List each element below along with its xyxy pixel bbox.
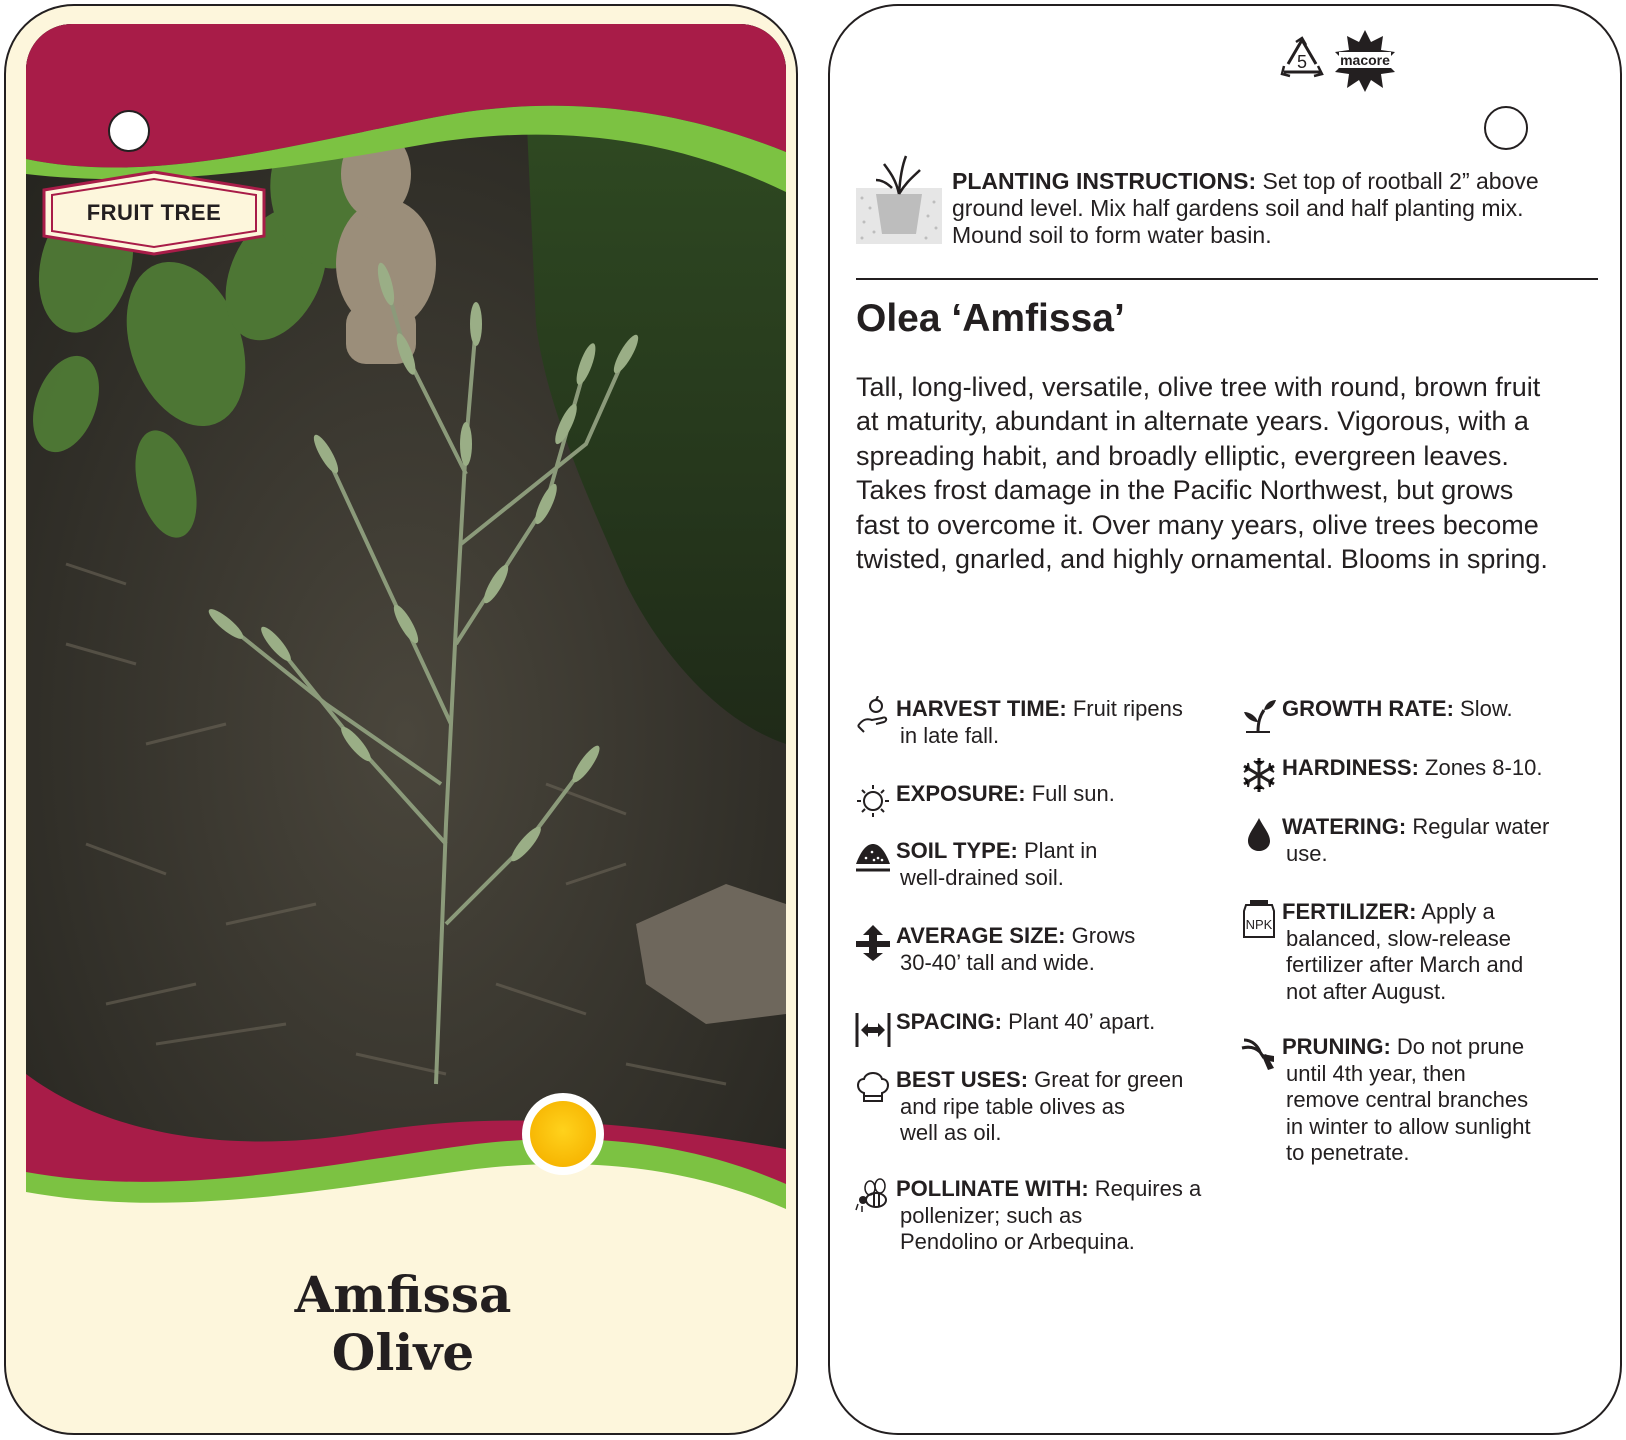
attribute-watering (1240, 814, 1600, 874)
attribute-text (896, 1176, 1201, 1256)
attribute-value: Fruit ripens (1072, 696, 1183, 721)
planting-pot-icon (856, 152, 942, 250)
attribute-value: until 4th year, then (1286, 1060, 1466, 1086)
attribute-value: to penetrate. (1286, 1140, 1410, 1165)
attribute-label: SOIL TYPE: (896, 838, 1018, 863)
hanging-hole (1484, 106, 1528, 150)
attribute-value: Pendolino or Arbequina. (900, 1229, 1135, 1254)
sun-exposure-icon (854, 781, 892, 821)
planting-instructions (952, 168, 1602, 249)
description-line: twisted, gnarled, and highly ornamental. Blooms in spring. (856, 544, 1548, 575)
attribute-best-uses (854, 1067, 1224, 1153)
snowflake-icon (1240, 755, 1278, 795)
attribute-label: PRUNING: (1282, 1034, 1391, 1059)
chef-hat-icon (854, 1067, 892, 1107)
attribute-pollinate-with (854, 1176, 1224, 1262)
attribute-harvest-time (854, 696, 1214, 756)
attribute-text (1282, 899, 1523, 1005)
attribute-value: 30-40’ tall and wide. (900, 949, 1095, 975)
attribute-text (896, 696, 1183, 749)
attribute-value: Zones 8-10. (1425, 755, 1543, 780)
attribute-label: WATERING: (1282, 814, 1407, 839)
attribute-text (1282, 696, 1513, 723)
attribute-average-size (854, 923, 1214, 983)
attribute-value: use. (1286, 840, 1328, 866)
attribute-value: Full sun. (1031, 781, 1115, 806)
attribute-text (1282, 1034, 1531, 1167)
attribute-label: HARVEST TIME: (896, 696, 1067, 721)
attribute-value: Requires a (1094, 1176, 1202, 1201)
macore-label: macore (1340, 52, 1390, 68)
attribute-label: EXPOSURE: (896, 781, 1026, 806)
attribute-label: SPACING: (896, 1009, 1002, 1034)
attribute-text (896, 1009, 1155, 1036)
soil-mound-icon (854, 838, 892, 878)
attribute-exposure (854, 781, 1214, 821)
description-line: spreading habit, and broadly elliptic, evergreen leaves. (856, 440, 1509, 471)
attribute-value: balanced, slow-release (1286, 925, 1512, 951)
planting-text-1: Set top of rootball 2” above (1262, 168, 1539, 194)
planting-line2: ground level. Mix half gardens soil and half planting mix. (952, 195, 1524, 221)
attribute-value: pollenizer; such as (900, 1202, 1083, 1228)
bee-icon (854, 1176, 892, 1216)
attribute-value: in winter to allow sunlight (1286, 1113, 1531, 1139)
planting-line3: Mound soil to form water basin. (952, 222, 1272, 248)
description-line: fast to overcome it. Over many years, olive trees become (856, 509, 1539, 540)
description-line: at maturity, abundant in alternate years. Vigorous, with a (856, 406, 1529, 437)
attribute-value: in late fall. (900, 722, 1000, 748)
attribute-value: Apply a (1421, 899, 1495, 924)
attribute-value: Regular water (1412, 814, 1550, 839)
attribute-text (896, 923, 1135, 976)
hanging-hole (108, 110, 150, 152)
attribute-text (896, 781, 1115, 808)
attribute-value: Do not prune (1396, 1034, 1525, 1059)
pruning-shears-icon (1240, 1034, 1278, 1074)
attribute-pruning (1240, 1034, 1610, 1170)
sprout-icon (1240, 696, 1278, 736)
attribute-fertilizer (1240, 899, 1600, 1009)
harvest-hand-icon (854, 696, 892, 736)
description-line: Takes frost damage in the Pacific Northwest, but grows (856, 475, 1514, 506)
category-label: FRUIT TREE (86, 200, 222, 225)
description-line: Tall, long-lived, versatile, olive tree with round, brown fruit (856, 372, 1541, 402)
attribute-value: Grows (1071, 923, 1136, 948)
attribute-value: Plant in (1023, 838, 1098, 863)
attribute-hardiness (1240, 755, 1600, 795)
attribute-growth-rate (1240, 696, 1600, 736)
attribute-text (1282, 755, 1542, 782)
full-sun-badge-icon (522, 1093, 604, 1175)
front-card (4, 4, 798, 1435)
attribute-value: Slow. (1460, 696, 1513, 721)
attribute-value: well as oil. (900, 1120, 1002, 1145)
divider (856, 278, 1598, 280)
planting-label: PLANTING INSTRUCTIONS: (952, 168, 1257, 194)
botanical-name: Olea ‘Amfissa’ (856, 297, 1125, 340)
sun-icon (530, 1101, 596, 1167)
common-name (6, 1266, 798, 1382)
attribute-soil-type (854, 838, 1214, 898)
back-card (828, 4, 1622, 1435)
npk-label: NPK (1245, 917, 1273, 932)
category-tag (38, 170, 270, 256)
attribute-spacing (854, 1009, 1214, 1049)
water-drop-icon (1240, 814, 1278, 854)
attribute-value: well-drained soil. (900, 864, 1064, 890)
fertilizer-npk-icon (1240, 899, 1278, 939)
common-name-line2: Olive (331, 1323, 475, 1382)
attribute-label: GROWTH RATE: (1282, 696, 1454, 721)
common-name-line1: Amfissa (294, 1265, 512, 1324)
attribute-value: Great for green (1034, 1067, 1184, 1092)
attribute-text (1282, 814, 1549, 867)
attribute-value: not after August. (1286, 978, 1447, 1004)
recycle-number: 5 (1296, 52, 1308, 72)
attribute-text (896, 838, 1097, 891)
attribute-label: HARDINESS: (1282, 755, 1419, 780)
attribute-value: fertilizer after March and (1286, 952, 1524, 977)
recycle-icon (1278, 36, 1326, 82)
attribute-label: BEST USES: (896, 1067, 1029, 1092)
attribute-value: Plant 40’ apart. (1008, 1009, 1156, 1034)
attribute-label: POLLINATE WITH: (896, 1176, 1089, 1201)
spacing-arrows-icon (854, 1009, 892, 1049)
attribute-label: FERTILIZER: (1282, 899, 1417, 924)
height-arrows-icon (854, 923, 892, 963)
plant-description (856, 370, 1604, 576)
attribute-value: and ripe table olives as (900, 1093, 1126, 1119)
attribute-text (896, 1067, 1183, 1147)
attribute-value: remove central branches (1286, 1087, 1529, 1112)
attribute-label: AVERAGE SIZE: (896, 923, 1066, 948)
macore-logo-icon (1333, 28, 1397, 92)
planting-line1 (952, 168, 1602, 195)
